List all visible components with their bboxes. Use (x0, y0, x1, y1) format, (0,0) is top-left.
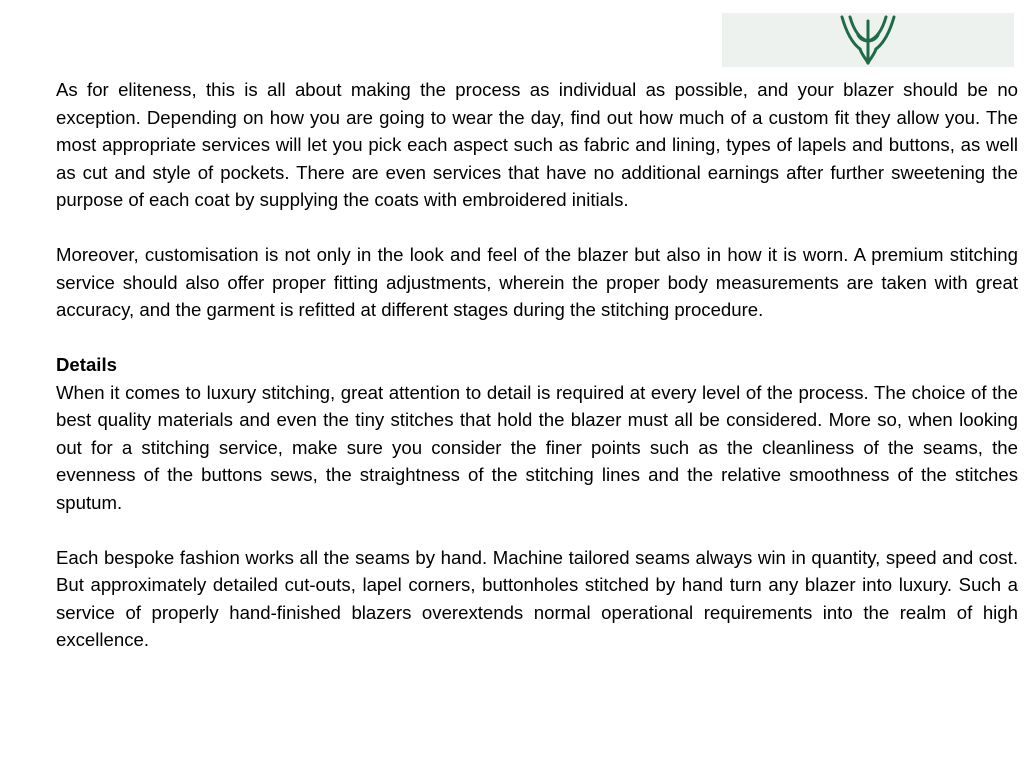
document-body (56, 76, 1018, 654)
monogram-emblem-icon (838, 13, 898, 67)
section-heading-details: Details (56, 354, 117, 375)
paragraph-bespoke: Each bespoke fashion works all the seams by hand. Machine tailored seams always win in quantity, speed and cost. But approximately detailed cut-outs, lapel corners, buttonholes stitched by hand turn any blazer into luxury. Such a service of properly hand-finished blazers overextends normal operational requirements into the realm of high excellence. (56, 546, 1018, 650)
logo-banner (722, 13, 1014, 67)
paragraph-spacer (56, 516, 1018, 544)
paragraph-spacer (56, 324, 1018, 352)
paragraph-spacer (56, 214, 1018, 242)
paragraph-customisation: Moreover, customisation is not only in the look and feel of the blazer but also in how it is worn. A premium stitching service should also offer proper fitting adjustments, wherein the proper body measurements are taken with great accuracy, and the garment is refitted at different stages during the stitching procedure. (56, 244, 1018, 320)
paragraph-details: When it comes to luxury stitching, great attention to detail is required at every level of the process. The choice of the best quality materials and even the tiny stitches that hold the blazer must all be considered. More so, when looking out for a stitching service, make sure you consider the finer points such as the cleanliness of the seams, the evenness of the buttons sews, the straightness of the stitching lines and the relative smoothness of the stitches sputum. (56, 381, 1018, 513)
paragraph-eliteness: As for eliteness, this is all about making the process as individual as possible, and your blazer should be no exception. Depending on how you are going to wear the day, find out how much of a custom fit they allow you. The most appropriate services will let you pick each aspect such as fabric and lining, types of lapels and buttons, as well as cut and style of pockets. There are even services that have no additional earnings after further sweetening the purpose of each coat by supplying the coats with embroidered initials. (56, 79, 1018, 210)
